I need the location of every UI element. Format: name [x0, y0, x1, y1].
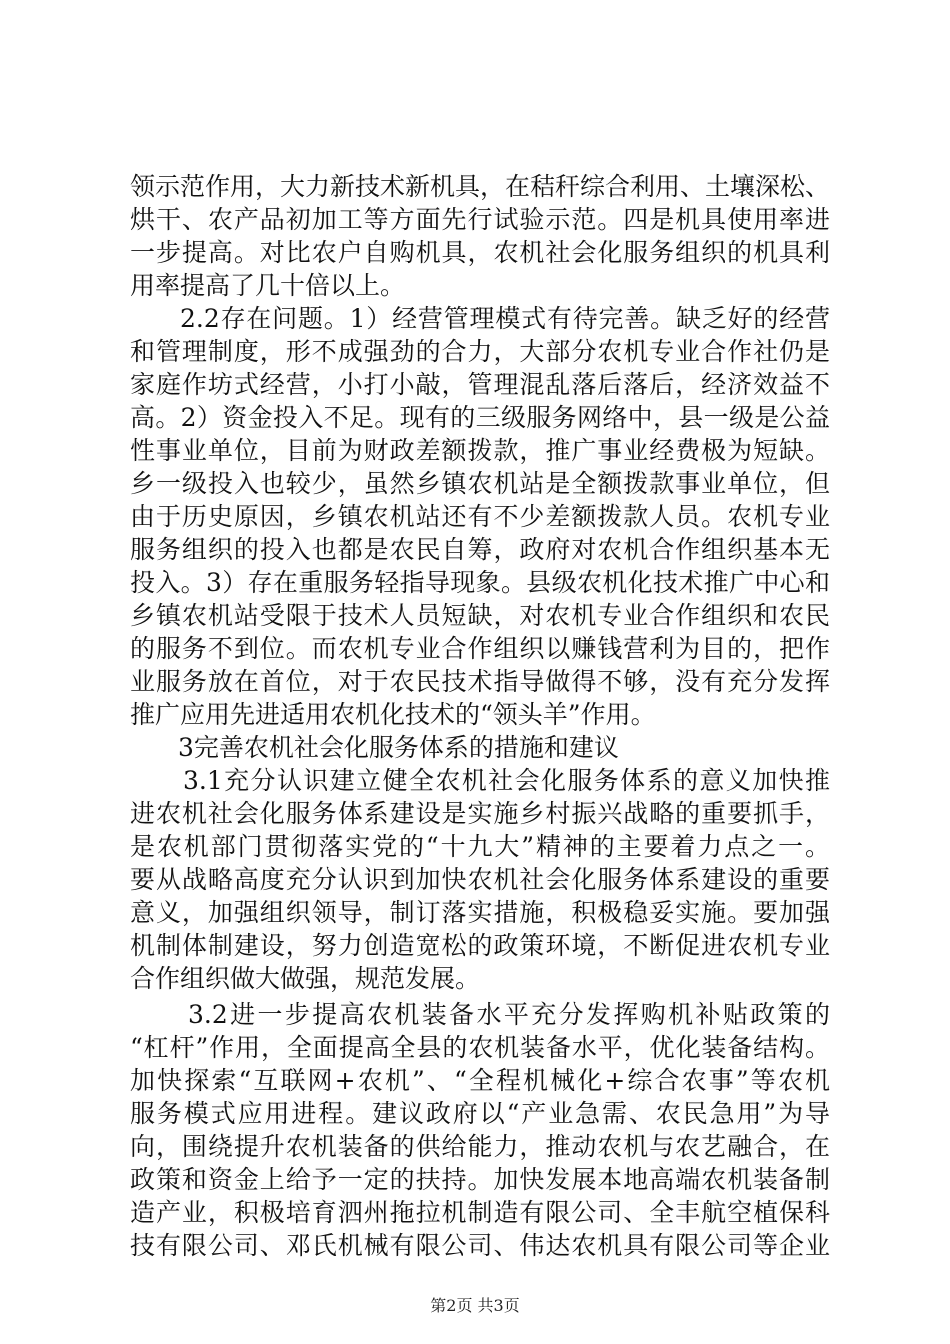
body-text-line: 用率提高了几十倍以上。: [130, 271, 406, 300]
page-number-footer: 第2页 共3页: [430, 1296, 520, 1315]
section-paragraph-start: 2.2存在问题。1）经营管理模式有待完善。缺乏好的经营: [180, 304, 830, 333]
section-heading: 3完善农机社会化服务体系的措施和建议: [178, 733, 619, 762]
body-text-line: 机制体制建设，努力创造宽松的政策环境，不断促进农机专业: [130, 931, 830, 960]
body-text-line: 由于历史原因，乡镇农机站还有不少差额拨款人员。农机专业: [130, 502, 830, 531]
subsection-paragraph-start: 3.2进一步提高农机装备水平充分发挥购机补贴政策的: [188, 1000, 830, 1029]
body-text-line: 服务组织的投入也都是农民自筹，政府对农机合作组织基本无: [130, 535, 830, 564]
body-text-line: 政策和资金上给予一定的扶持。加快发展本地高端农机装备制: [130, 1165, 830, 1194]
body-text-line: 造产业，积极培育泗州拖拉机制造有限公司、全丰航空植保科: [130, 1198, 830, 1227]
subsection-paragraph-start: 3.1充分认识建立健全农机社会化服务体系的意义加快推: [183, 766, 830, 795]
body-text-line: 家庭作坊式经营，小打小敲，管理混乱落后落后，经济效益不: [130, 370, 830, 399]
body-text-line: 烘干、农产品初加工等方面先行试验示范。四是机具使用率进: [130, 205, 830, 234]
body-text-line: 要从战略高度充分认识到加快农机社会化服务体系建设的重要: [130, 865, 830, 894]
body-text-line: 性事业单位，目前为财政差额拨款，推广事业经费极为短缺。: [130, 436, 830, 465]
body-text-line: 的服务不到位。而农机专业合作组织以赚钱营利为目的，把作: [130, 634, 830, 663]
body-text-line: 乡一级投入也较少，虽然乡镇农机站是全额拨款事业单位，但: [130, 469, 830, 498]
body-text-line: 合作组织做大做强，规范发展。: [130, 964, 481, 993]
body-text-line: 意义，加强组织领导，制订落实措施，积极稳妥实施。要加强: [130, 898, 830, 927]
body-text-line: 领示范作用，大力新技术新机具，在秸秆综合利用、土壤深松、: [130, 172, 831, 201]
body-text-line: 乡镇农机站受限于技术人员短缺，对农机专业合作组织和农民: [130, 601, 830, 630]
body-text-line: 推广应用先进适用农机化技术的“领头羊”作用。: [130, 700, 656, 729]
body-text-line: “杠杆”作用，全面提高全县的农机装备水平，优化装备结构。: [130, 1033, 830, 1062]
body-text-line: 服务模式应用进程。建议政府以“产业急需、农民急用”为导: [130, 1099, 830, 1128]
body-text-line: 加快探索“互联网+农机”、“全程机械化+综合农事”等农机: [130, 1066, 830, 1095]
body-text-line: 进农机社会化服务体系建设是实施乡村振兴战略的重要抓手，: [130, 799, 830, 828]
body-text-line: 向，围绕提升农机装备的供给能力，推动农机与农艺融合，在: [130, 1132, 830, 1161]
body-text-line: 一步提高。对比农户自购机具，农机社会化服务组织的机具利: [130, 238, 830, 267]
body-text-line: 技有限公司、邓氏机械有限公司、伟达农机具有限公司等企业: [130, 1231, 830, 1260]
body-text-line: 投入。3）存在重服务轻指导现象。县级农机化技术推广中心和: [130, 568, 830, 597]
body-text-line: 业服务放在首位，对于农民技术指导做得不够，没有充分发挥: [130, 667, 830, 696]
body-text-line: 是农机部门贯彻落实党的“十九大”精神的主要着力点之一。: [130, 832, 830, 861]
body-text-line: 高。2）资金投入不足。现有的三级服务网络中，县一级是公益: [130, 403, 830, 432]
body-text-line: 和管理制度，形不成强劲的合力，大部分农机专业合作社仍是: [130, 337, 830, 366]
